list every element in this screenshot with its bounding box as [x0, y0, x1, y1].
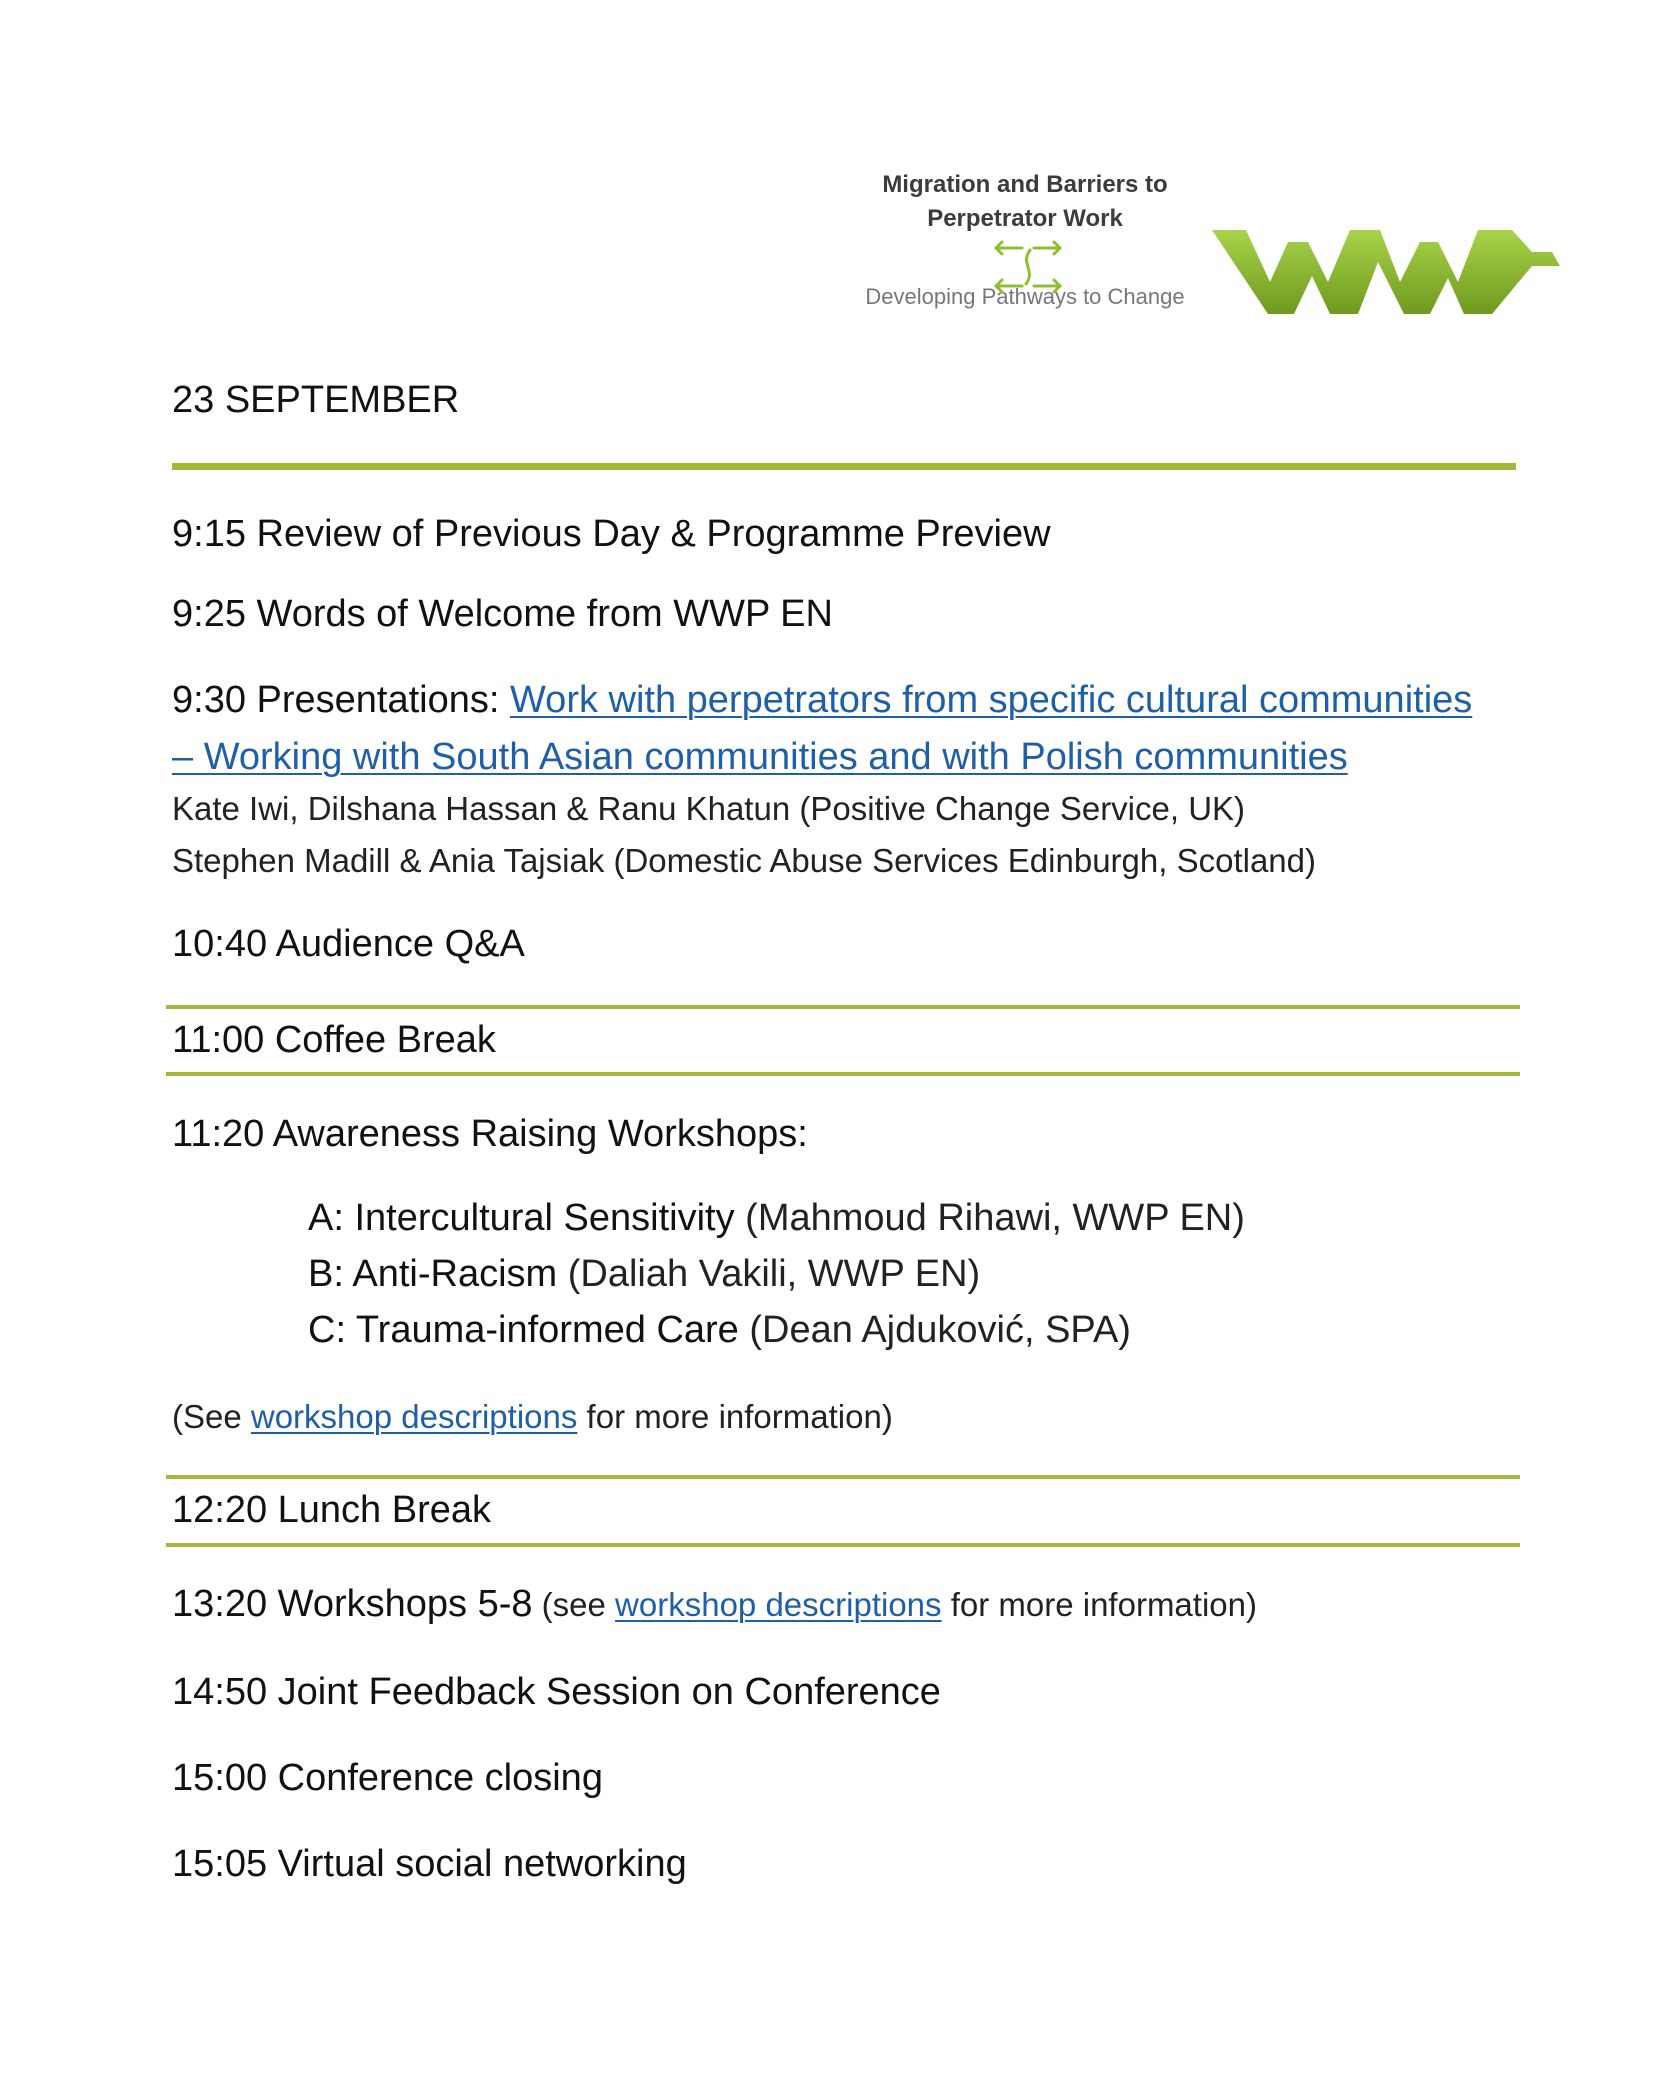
workshop-a-presenter: (Mahmoud Rihawi, WWP EN)	[734, 1197, 1245, 1239]
schedule-item-1120: 11:20 Awareness Raising Workshops:	[172, 1113, 808, 1155]
workshop-descriptions-link-2[interactable]: workshop descriptions	[615, 1586, 942, 1623]
logo-line-2: Perpetrator Work	[927, 205, 1123, 232]
logo-tagline: Developing Pathways to Change	[865, 284, 1185, 309]
workshop-note-suffix: for more information)	[577, 1398, 893, 1435]
schedule-item-0930	[172, 676, 1472, 724]
schedule-item-0925: 9:25 Words of Welcome from WWP EN	[172, 593, 833, 635]
schedule-item-1500: 15:00 Conference closing	[172, 1757, 603, 1799]
presentations-link[interactable]: Work with perpetrators from specific cultural communities	[510, 679, 1473, 721]
workshop-b	[308, 1246, 980, 1302]
lunch-bottom-rule	[166, 1543, 1520, 1547]
heading-divider	[172, 463, 1516, 470]
lunch-top-rule	[166, 1475, 1520, 1479]
workshop-b-presenter: (Daliah Vakili, WWP EN)	[557, 1253, 981, 1295]
coffee-bottom-rule	[166, 1072, 1520, 1076]
workshop-c-title: C: Trauma-informed Care	[308, 1309, 739, 1351]
workshop-note-prefix: (See	[172, 1398, 251, 1435]
item-0930-prefix: 9:30 Presentations:	[172, 679, 510, 721]
schedule-item-1040: 10:40 Audience Q&A	[172, 923, 525, 965]
arrows-icon	[990, 238, 1066, 296]
wwp-logo	[1212, 222, 1562, 322]
workshop-a	[308, 1190, 1245, 1246]
schedule-item-1450: 14:50 Joint Feedback Session on Conference	[172, 1671, 941, 1713]
date-heading: 23 SEPTEMBER	[172, 379, 460, 421]
schedule-item-0930-line2	[172, 733, 1348, 781]
workshop-descriptions-link[interactable]: workshop descriptions	[250, 1398, 578, 1435]
workshop-c	[308, 1302, 1131, 1358]
schedule-item-1100: 11:00 Coffee Break	[172, 1019, 496, 1061]
schedule-item-0915: 9:15 Review of Previous Day & Programme Preview	[172, 513, 1051, 555]
speakers-line-1: Kate Iwi, Dilshana Hassan & Ranu Khatun (Positive Change Service, UK)	[172, 790, 1246, 827]
schedule-item-1505: 15:05 Virtual social networking	[172, 1843, 687, 1885]
schedule-item-1320	[172, 1580, 1257, 1628]
schedule-item-1220: 12:20 Lunch Break	[172, 1489, 492, 1531]
item-1320-title: 13:20 Workshops 5-8	[172, 1583, 533, 1625]
presentations-link-continued[interactable]: – Working with South Asian communities and with Polish communities	[172, 736, 1348, 778]
speakers-line-2: Stephen Madill & Ania Tajsiak (Domestic Abuse Services Edinburgh, Scotland)	[172, 842, 1316, 879]
workshop-a-title: A: Intercultural Sensitivity	[308, 1197, 735, 1239]
logo-line-1: Migration and Barriers to	[882, 171, 1168, 198]
item-1320-note-prefix: (see	[532, 1586, 616, 1623]
item-1320-note-suffix: for more information)	[941, 1586, 1257, 1623]
coffee-top-rule	[166, 1005, 1520, 1009]
workshop-b-title: B: Anti-Racism	[308, 1253, 558, 1295]
workshop-note	[172, 1395, 893, 1439]
workshop-c-presenter: (Dean Ajduković, SPA)	[738, 1309, 1131, 1351]
